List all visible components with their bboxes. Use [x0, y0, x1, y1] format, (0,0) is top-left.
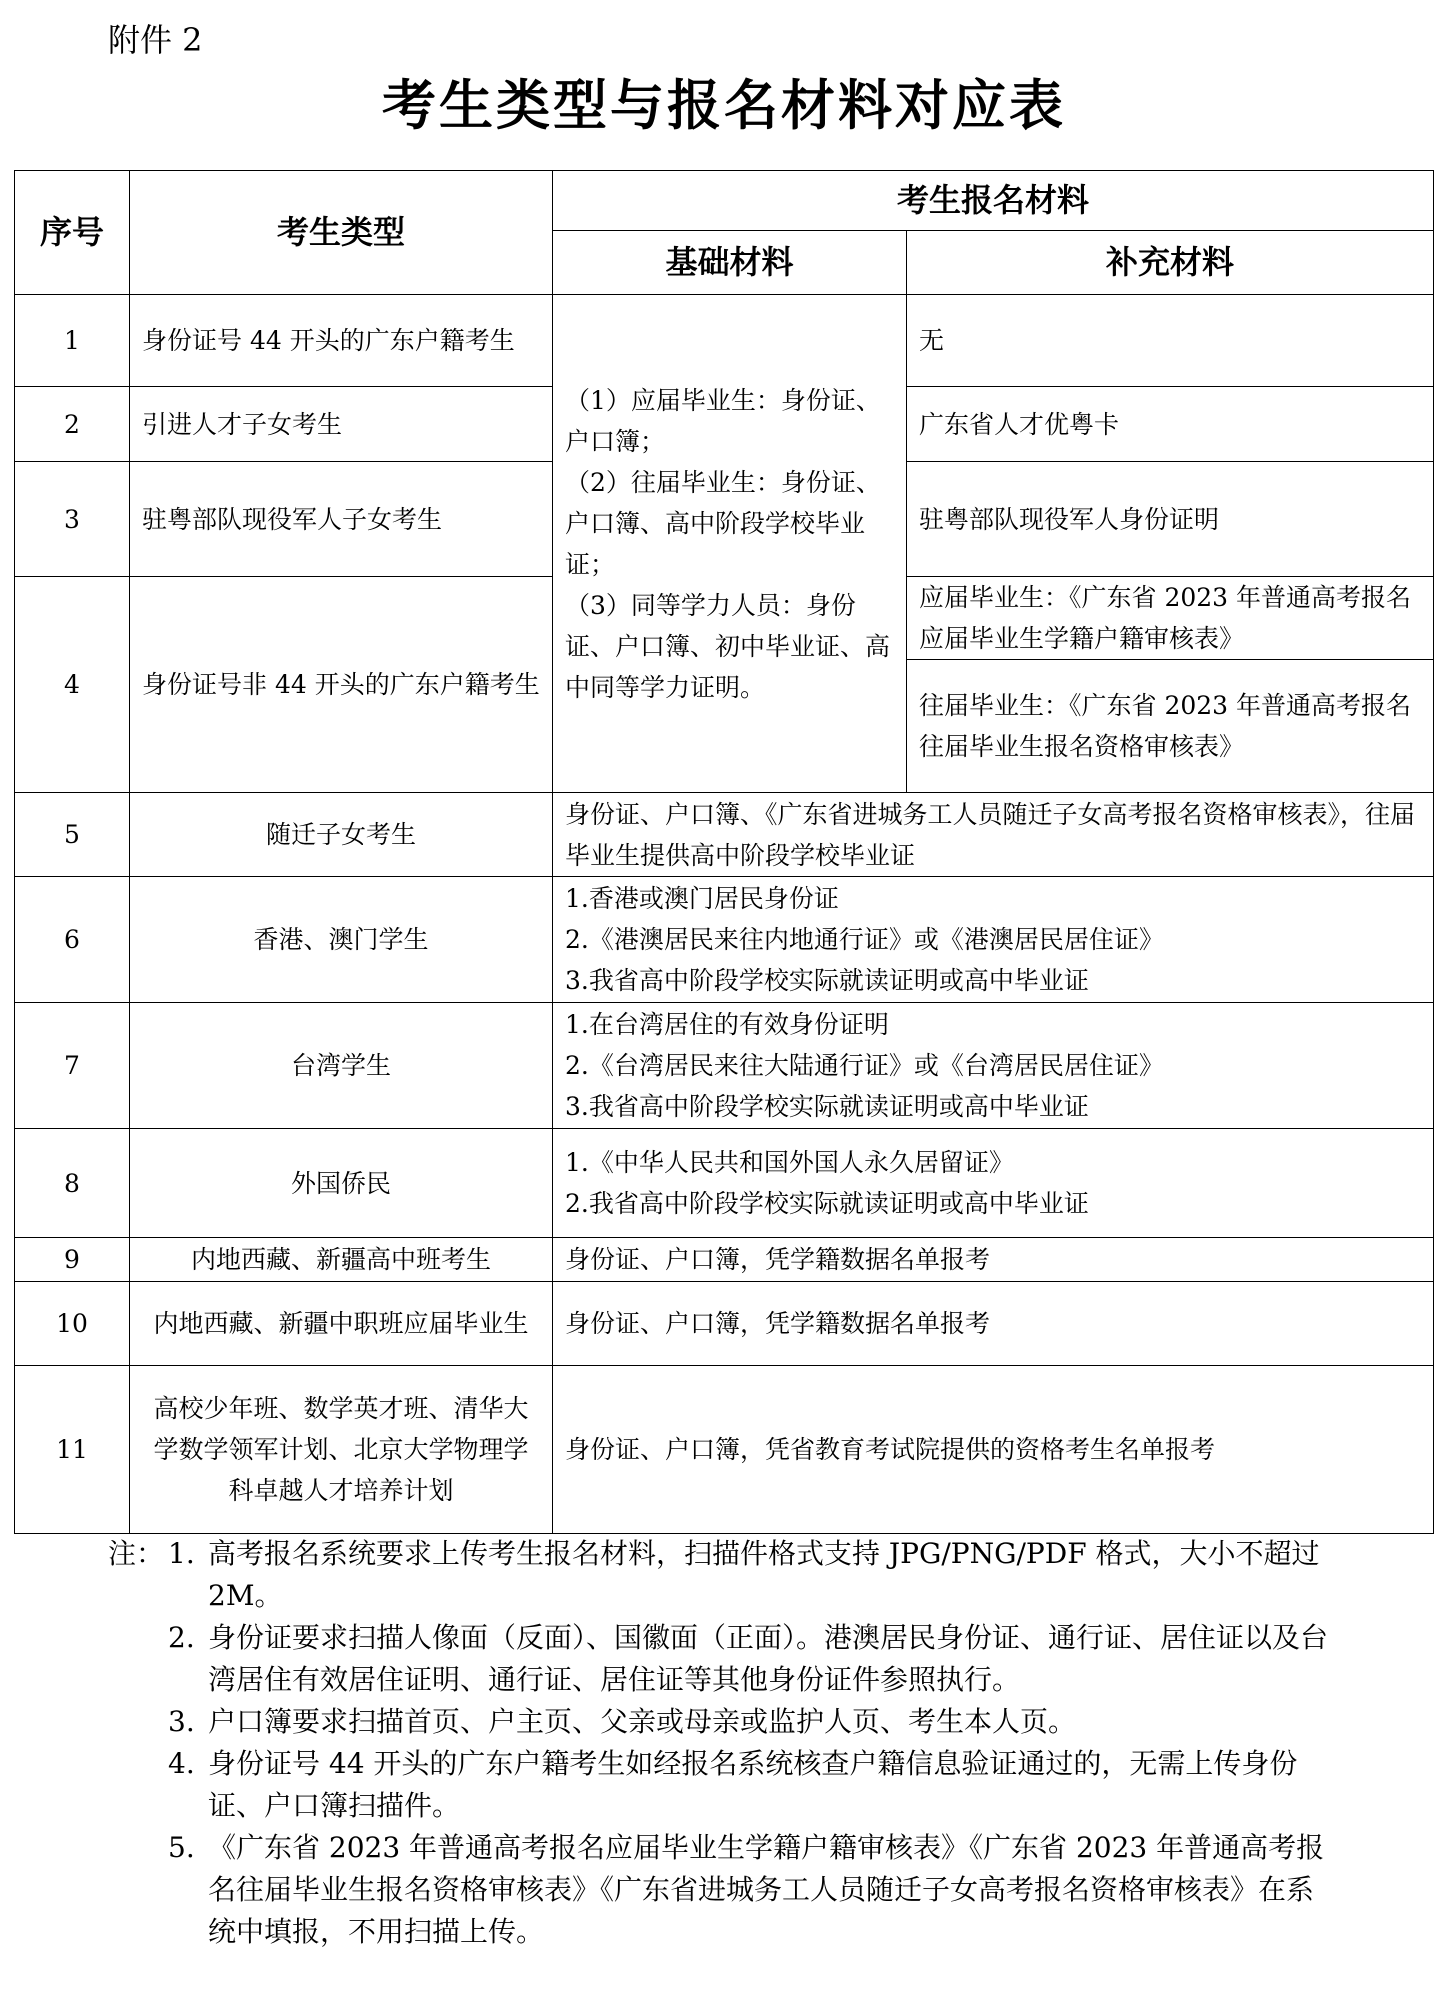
- note-number: 5.: [168, 1831, 195, 1864]
- row-supplement: 广东省人才优粤卡: [907, 387, 1434, 462]
- note-item: [108, 1701, 1338, 1743]
- note-text: [168, 1533, 1338, 1617]
- material-line: 身份证、户口簿，凭学籍数据名单报考: [565, 1309, 991, 1338]
- row-number: 5: [15, 793, 130, 877]
- row-number: 6: [15, 877, 130, 1003]
- table-row: [15, 1003, 1434, 1129]
- row-supplement: 无: [907, 295, 1434, 387]
- row-number: 11: [15, 1366, 130, 1534]
- table-row: [15, 793, 1434, 877]
- material-line: 身份证、户口簿，凭学籍数据名单报考: [565, 1245, 991, 1274]
- note-text: [168, 1701, 1338, 1743]
- row-number: 2: [15, 387, 130, 462]
- table-row: [15, 1282, 1434, 1366]
- row-materials: [553, 1129, 1434, 1238]
- notes-section: [108, 1533, 1338, 1953]
- header-materials: 考生报名材料: [553, 171, 1434, 231]
- row-type: 身份证号 44 开头的广东户籍考生: [130, 295, 553, 387]
- note-text: [168, 1743, 1338, 1827]
- supplement-previous: 往届毕业生：《广东省 2023 年普通高考报名往届毕业生报名资格审核表》: [919, 691, 1412, 761]
- row-number: 8: [15, 1129, 130, 1238]
- row-type: 高校少年班、数学英才班、清华大学数学领军计划、北京大学物理学科卓越人才培养计划: [130, 1366, 553, 1534]
- row-supplement-split: [907, 577, 1434, 793]
- page-title: 考生类型与报名材料对应表: [382, 74, 1066, 137]
- row-type: 驻粤部队现役军人子女考生: [130, 462, 553, 577]
- material-line: 1.在台湾居住的有效身份证明: [565, 1010, 889, 1039]
- supplement-current: 应届毕业生：《广东省 2023 年普通高考报名应届毕业生学籍户籍审核表》: [907, 577, 1433, 660]
- table-row: [15, 1129, 1434, 1238]
- material-line: 1.香港或澳门居民身份证: [565, 884, 839, 913]
- row-type: 香港、澳门学生: [130, 877, 553, 1003]
- note-item: [108, 1533, 1338, 1617]
- note-text: [168, 1827, 1338, 1953]
- notes-lead: 注：: [108, 1537, 165, 1570]
- basic-material-line: （1）应届毕业生：身份证、户口簿；: [565, 385, 881, 456]
- row-materials: [553, 1282, 1434, 1366]
- row-number: 10: [15, 1282, 130, 1366]
- row-number: 9: [15, 1238, 130, 1282]
- material-line: 1.《中华人民共和国外国人永久居留证》: [565, 1148, 1014, 1177]
- basic-material-line: （2）往届毕业生：身份证、户口簿、高中阶段学校毕业证；: [565, 467, 881, 579]
- row-materials: [553, 1003, 1434, 1129]
- row-number: 1: [15, 295, 130, 387]
- note-number: 1.: [168, 1537, 195, 1570]
- material-line: 3.我省高中阶段学校实际就读证明或高中毕业证: [565, 966, 1089, 995]
- table-row: [15, 1238, 1434, 1282]
- row-supplement: 驻粤部队现役军人身份证明: [907, 462, 1434, 577]
- header-type: 考生类型: [130, 171, 553, 295]
- note-item: [108, 1743, 1338, 1827]
- material-line: 3.我省高中阶段学校实际就读证明或高中毕业证: [565, 1092, 1089, 1121]
- header-row-1: [15, 171, 1434, 231]
- note-number: 4.: [168, 1747, 195, 1780]
- note-content: 户口簿要求扫描首页、户主页、父亲或母亲或监护人页、考生本人页。: [208, 1705, 1077, 1738]
- material-line: 2.我省高中阶段学校实际就读证明或高中毕业证: [565, 1189, 1089, 1218]
- row-materials: [553, 1366, 1434, 1534]
- header-seq: 序号: [15, 171, 130, 295]
- row-type: 台湾学生: [130, 1003, 553, 1129]
- material-line: 身份证、户口簿，凭省教育考试院提供的资格考生名单报考: [565, 1435, 1216, 1464]
- row-type: 外国侨民: [130, 1129, 553, 1238]
- note-number: 2.: [168, 1621, 195, 1654]
- note-content: 身份证号 44 开头的广东户籍考生如经报名系统核查户籍信息验证通过的，无需上传身份证、户口簿扫描件。: [208, 1747, 1298, 1822]
- basic-materials-shared: [553, 295, 907, 793]
- note-content: 《广东省 2023 年普通高考报名应届毕业生学籍户籍审核表》《广东省 2023 年普通高考报名往届毕业生报名资格审核表》《广东省进城务工人员随迁子女高考报名资格审核表》在系统中填报，不用扫描上传。: [208, 1831, 1325, 1948]
- header-supplement: 补充材料: [907, 231, 1434, 295]
- row-type: 引进人才子女考生: [130, 387, 553, 462]
- header-basic: 基础材料: [553, 231, 907, 295]
- row-number: 7: [15, 1003, 130, 1129]
- basic-material-line: （3）同等学力人员：身份证、户口簿、初中毕业证、高中同等学力证明。: [565, 590, 891, 702]
- row-materials: [553, 1238, 1434, 1282]
- table-row: [15, 877, 1434, 1003]
- attachment-label: 附件 2: [108, 21, 203, 59]
- material-line: 身份证、户口簿、《广东省进城务工人员随迁子女高考报名资格审核表》，往届毕业生提供高中阶段学校毕业证: [565, 799, 1416, 870]
- row-type: 身份证号非 44 开头的广东户籍考生: [130, 577, 553, 793]
- row-materials: [553, 877, 1434, 1003]
- note-content: 身份证要求扫描人像面（反面）、国徽面（正面）。港澳居民身份证、通行证、居住证以及台湾居住有效居住证明、通行证、居住证等其他身份证件参照执行。: [208, 1621, 1329, 1696]
- note-item: [108, 1827, 1338, 1953]
- note-number: 3.: [168, 1705, 195, 1738]
- row-type: 随迁子女考生: [130, 793, 553, 877]
- materials-table: [14, 170, 1434, 1534]
- row-type: 内地西藏、新疆中职班应届毕业生: [130, 1282, 553, 1366]
- row-type: 内地西藏、新疆高中班考生: [130, 1238, 553, 1282]
- table-row: [15, 1366, 1434, 1534]
- material-line: 2.《台湾居民来往大陆通行证》或《台湾居民居住证》: [565, 1051, 1164, 1080]
- row-materials: [553, 793, 1434, 877]
- material-line: 2.《港澳居民来往内地通行证》或《港澳居民居住证》: [565, 925, 1164, 954]
- note-text: [168, 1617, 1338, 1701]
- note-content: 高考报名系统要求上传考生报名材料，扫描件格式支持 JPG/PNG/PDF 格式，大小不超过 2M。: [208, 1537, 1320, 1612]
- row-number: 3: [15, 462, 130, 577]
- note-item: [108, 1617, 1338, 1701]
- row-number: 4: [15, 577, 130, 793]
- table-row: [15, 295, 1434, 387]
